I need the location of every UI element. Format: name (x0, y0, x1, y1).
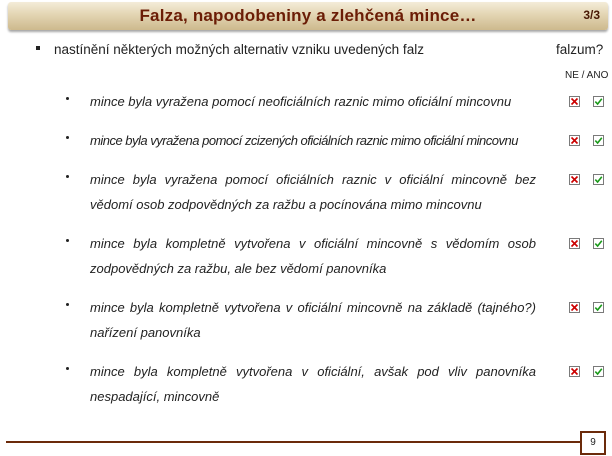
ne-checkbox-icon[interactable] (569, 302, 580, 313)
bullet-icon (66, 367, 69, 370)
list-item-text: mince byla kompletně vytvořena v oficiální mincovně na základě (tajného?) nařízení panovníka (90, 300, 536, 340)
page-title: Falza, napodobeniny a zlehčená mince… (139, 6, 477, 25)
list-item-text: mince byla vyražena pomocí zcizených oficiálních raznic mimo oficiální mincovnu (90, 133, 518, 148)
square-bullet-icon (36, 46, 40, 50)
bullet-icon (66, 136, 69, 139)
slide-counter: 3/3 (583, 8, 600, 22)
list-item-text: mince byla kompletně vytvořena v oficiální, avšak pod vliv panovníka nespadající, mincovně (90, 364, 536, 404)
ano-checkbox-icon[interactable] (593, 135, 604, 146)
ne-ano-legend: NE / ANO (565, 70, 609, 81)
bullet-icon (66, 97, 69, 100)
ano-checkbox-icon[interactable] (593, 174, 604, 185)
ano-checkbox-icon[interactable] (593, 366, 604, 377)
ano-checkbox-icon[interactable] (593, 238, 604, 249)
list-item-text: mince byla vyražena pomocí neoficiálních raznic mimo oficiální mincovnu (90, 94, 512, 109)
ano-checkbox-icon[interactable] (593, 96, 604, 107)
ne-checkbox-icon[interactable] (569, 238, 580, 249)
title-bar (8, 2, 608, 30)
column-heading: falzum? (556, 42, 604, 57)
intro-text: nastínění některých možných alternativ vzniku uvedených falz (54, 42, 424, 57)
ne-checkbox-icon[interactable] (569, 366, 580, 377)
ne-checkbox-icon[interactable] (569, 96, 580, 107)
ne-checkbox-icon[interactable] (569, 135, 580, 146)
bullet-icon (66, 303, 69, 306)
ano-checkbox-icon[interactable] (593, 302, 604, 313)
list-item-text: mince byla kompletně vytvořena v oficiální mincovně s vědomím osob zodpovědných za ražbu, ale bez vědomí panovníka (90, 236, 536, 276)
bullet-icon (66, 175, 69, 178)
bullet-icon (66, 239, 69, 242)
ne-checkbox-icon[interactable] (569, 174, 580, 185)
list-item-text: mince byla vyražena pomocí oficiálních raznic v oficiální mincovně bez vědomí osob zodpovědných za ražbu a pocínována mimo mincovnu (90, 172, 536, 212)
footer-rule (6, 441, 580, 443)
page-number: 9 (580, 431, 606, 455)
